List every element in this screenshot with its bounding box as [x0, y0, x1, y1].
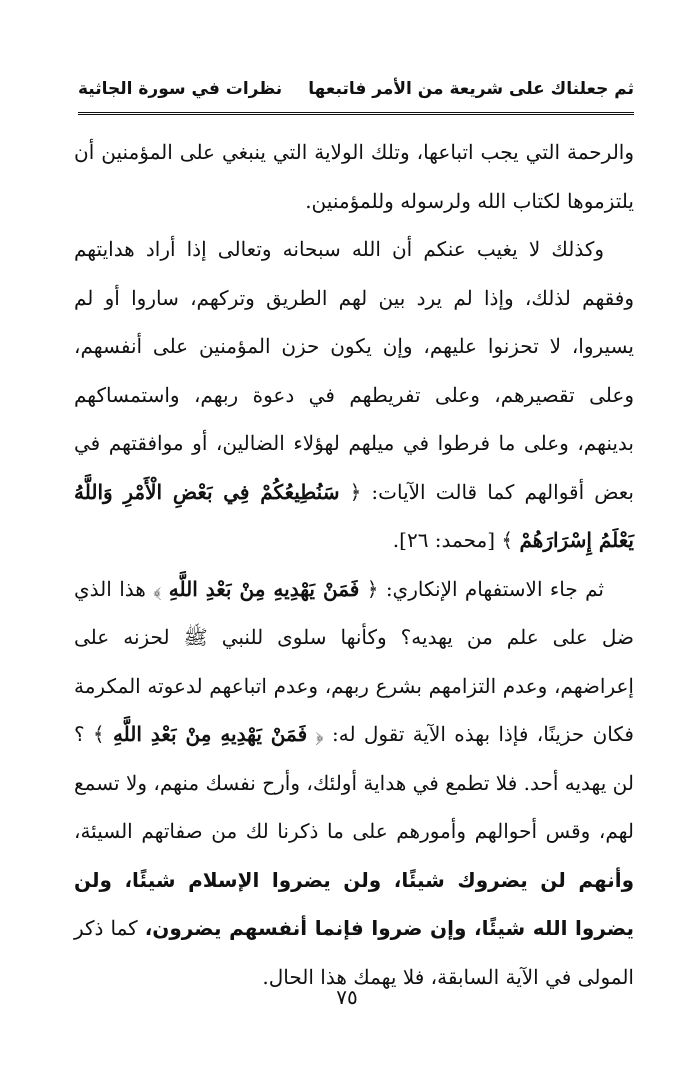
chapter-title: ثم جعلناك على شريعة من الأمر فاتبعها [308, 79, 634, 99]
quran-verse-3: فَمَنْ يَهْدِيهِ مِنْ بَعْدِ اللَّهِ [112, 722, 308, 746]
paragraph-1 [74, 128, 634, 225]
paragraph-2 [74, 225, 634, 565]
paragraph-3 [74, 565, 634, 1002]
quran-verse-1: سَنُطِيعُكُمْ فِي بَعْضِ الْأَمْرِ وَاللَّهُ يَعْلَمُ إِسْرَارَهُمْ [74, 479, 634, 552]
page-body [74, 128, 634, 1001]
page-number: ٧٥ [336, 985, 358, 1009]
paragraph-3-mid: ﴾ هذا الذي ضل على علم من يهديه؟ وكأنها سلوى للنبي ﷺ لحزنه على إعراضهم، وعدم التزامهم بشرع ربهم، وعدم اتباعهم لدعوته المكرمة فكان حزينًا، فإذا بهذه الآية تقول له: ﴿ [74, 576, 634, 746]
paragraph-3-emphasis: وأنهم لن يضروك شيئًا، ولن يضروا الإسلام شيئًا، ولن يضروا الله شيئًا، وإن ضروا فإنما أنفسهم يضرون، [74, 867, 635, 940]
running-header [78, 70, 634, 108]
paragraph-3-end: كما ذكر المولى في الآية السابقة، فلا يهمك هذا الحال. [74, 916, 634, 989]
book-title: نظرات في سورة الجاثية [78, 79, 283, 99]
paragraph-1-text: والرحمة التي يجب اتباعها، وتلك الولاية التي ينبغي على المؤمنين أن يلتزموها لكتاب الله ولرسوله وللمؤمنين. [74, 140, 634, 213]
verse-citation-1: ﴾ [محمد: ٢٦]. [392, 528, 514, 552]
quran-verse-2: فَمَنْ يَهْدِيهِ مِنْ بَعْدِ اللَّهِ [168, 576, 360, 601]
paragraph-3-intro: ثم جاء الاستفهام الإنكاري: ﴿ [366, 576, 605, 601]
paragraph-2-text: وكذلك لا يغيب عنكم أن الله سبحانه وتعالى إذا أراد هدايتهم وفقهم لذلك، وإذا لم يرد بين لهم الطريق وتركهم، ساروا أو لم يسيروا، لا تحزنوا عليهم، وإن يكون حزن المؤمنين على أنفسهم، وعلى تقصيرهم، وعلى تفريطهم في دعوة ربهم، واستمساكهم بدينهم، وعلى ما فرطوا في ميلهم لهؤلاء الضالين، أو موافقتهم في بعض أقوالهم كما قالت الآيات: ﴿ [74, 237, 634, 504]
paragraph-3-after: ﴾ ؟ لن يهديه أحد. فلا تطمع في هداية أولئك، وأرح نفسك منهم، ولا تسمع لهم، وقس أحوالهم وأمورهم على ما ذكرنا لك من صفاتهم السيئة، [74, 722, 634, 843]
header-divider [78, 112, 634, 115]
